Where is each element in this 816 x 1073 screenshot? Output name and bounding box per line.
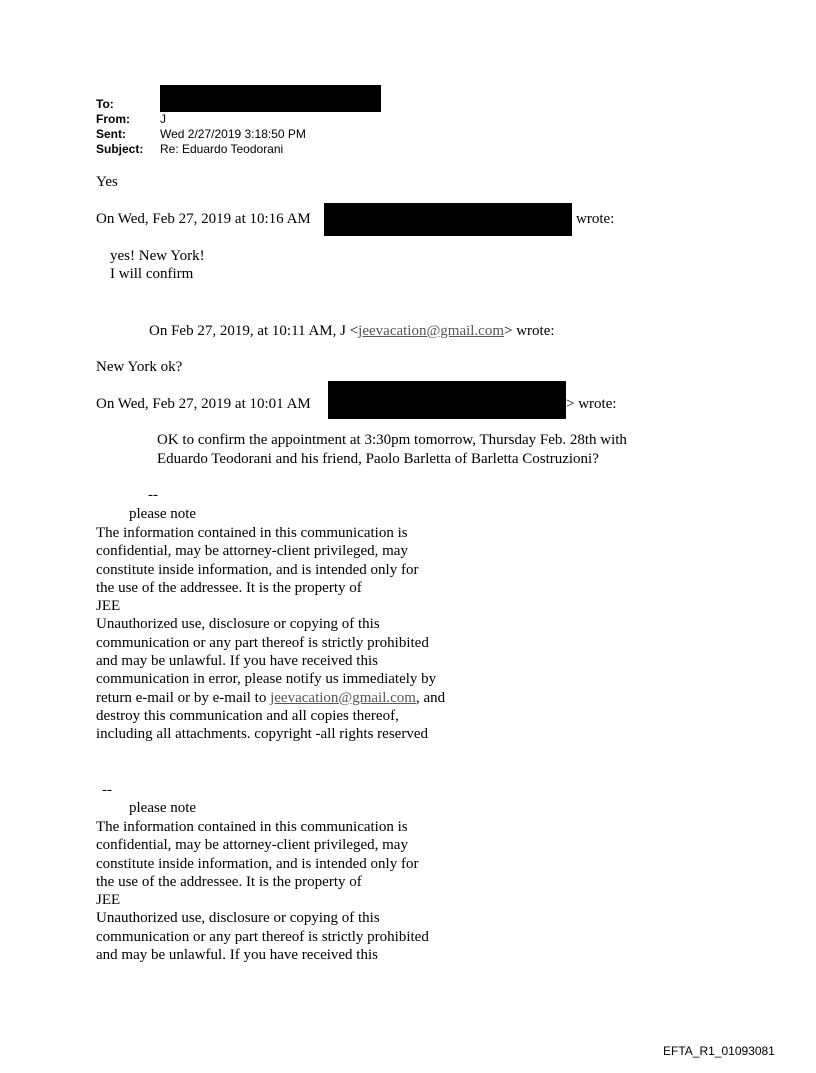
redaction-to bbox=[160, 85, 381, 112]
quote3-line2: Eduardo Teodorani and his friend, Paolo Barletta of Barletta Costruzioni? bbox=[157, 451, 599, 467]
signature2-line: Unauthorized use, disclosure or copying of this bbox=[96, 910, 380, 927]
signature1-line: The information contained in this communication is bbox=[96, 525, 408, 541]
signature2-line: constitute inside information, and is intended only for bbox=[96, 855, 419, 872]
signature1-dash: -- bbox=[148, 487, 158, 503]
quote2-email-link[interactable]: jeevacation@gmail.com bbox=[358, 323, 505, 339]
signature2-line: confidential, may be attorney-client privileged, may bbox=[96, 837, 408, 854]
signature1-line: constitute inside information, and is intended only for bbox=[96, 561, 419, 578]
signature2-line: and may be unlawful. If you have received this bbox=[96, 947, 378, 964]
quote2-body: New York ok? bbox=[96, 359, 183, 375]
signature2-text bbox=[96, 818, 429, 964]
signature2-line: JEE bbox=[96, 892, 121, 909]
signature1-line: Unauthorized use, disclosure or copying of this bbox=[96, 616, 380, 633]
signature1-line: destroy this communication and all copies thereof, bbox=[96, 707, 399, 724]
signature1-line: communication or any part thereof is strictly prohibited bbox=[96, 634, 429, 651]
sent-value: Wed 2/27/2019 3:18:50 PM bbox=[160, 127, 306, 141]
signature1-line: and may be unlawful. If you have received this bbox=[96, 653, 378, 670]
quote1-line2: I will confirm bbox=[110, 266, 194, 282]
signature1-line: the use of the addressee. It is the property of bbox=[96, 579, 362, 596]
signature2-note: please note bbox=[129, 800, 197, 816]
subject-value: Re: Eduardo Teodorani bbox=[160, 142, 284, 156]
quote3-line1: OK to confirm the appointment at 3:30pm tomorrow, Thursday Feb. 28th with bbox=[157, 432, 627, 448]
signature1-email-link[interactable]: jeevacation@gmail.com bbox=[270, 689, 416, 706]
from-label: From: bbox=[96, 112, 130, 126]
signature2-line: The information contained in this communication is bbox=[96, 819, 408, 835]
quote2-intro: On Feb 27, 2019, at 10:11 AM, J <jeevacation@gmail.com> wrote: bbox=[149, 323, 555, 339]
quote3-wrote: > wrote: bbox=[566, 396, 617, 412]
signature2-line: communication or any part thereof is strictly prohibited bbox=[96, 928, 429, 945]
quote3-intro: On Wed, Feb 27, 2019 at 10:01 AM bbox=[96, 396, 311, 412]
signature2-dash: -- bbox=[102, 782, 112, 798]
quote1-wrote: wrote: bbox=[576, 211, 615, 227]
signature1-line: communication in error, please notify us immediately by bbox=[96, 671, 437, 688]
signature1-email-line: return e-mail or by e-mail to jeevacation@gmail.com, and bbox=[96, 689, 446, 706]
sent-label: Sent: bbox=[96, 127, 126, 141]
signature1-line: JEE bbox=[96, 598, 121, 615]
to-label: To: bbox=[96, 97, 114, 111]
signature1-text bbox=[96, 524, 445, 744]
subject-label: Subject: bbox=[96, 142, 144, 156]
quote1-line1: yes! New York! bbox=[110, 248, 205, 264]
signature1-line: confidential, may be attorney-client privileged, may bbox=[96, 543, 408, 560]
redaction-quote1-sender bbox=[324, 203, 572, 236]
quote1-intro: On Wed, Feb 27, 2019 at 10:16 AM bbox=[96, 211, 311, 227]
reply-text: Yes bbox=[96, 174, 118, 190]
signature1-note: please note bbox=[129, 506, 197, 522]
signature2-line: the use of the addressee. It is the property of bbox=[96, 873, 362, 890]
redaction-quote3-sender bbox=[328, 381, 566, 419]
from-value: J bbox=[160, 112, 166, 126]
document-id: EFTA_R1_01093081 bbox=[663, 1044, 775, 1058]
signature1-line: including all attachments. copyright -all rights reserved bbox=[96, 726, 428, 743]
